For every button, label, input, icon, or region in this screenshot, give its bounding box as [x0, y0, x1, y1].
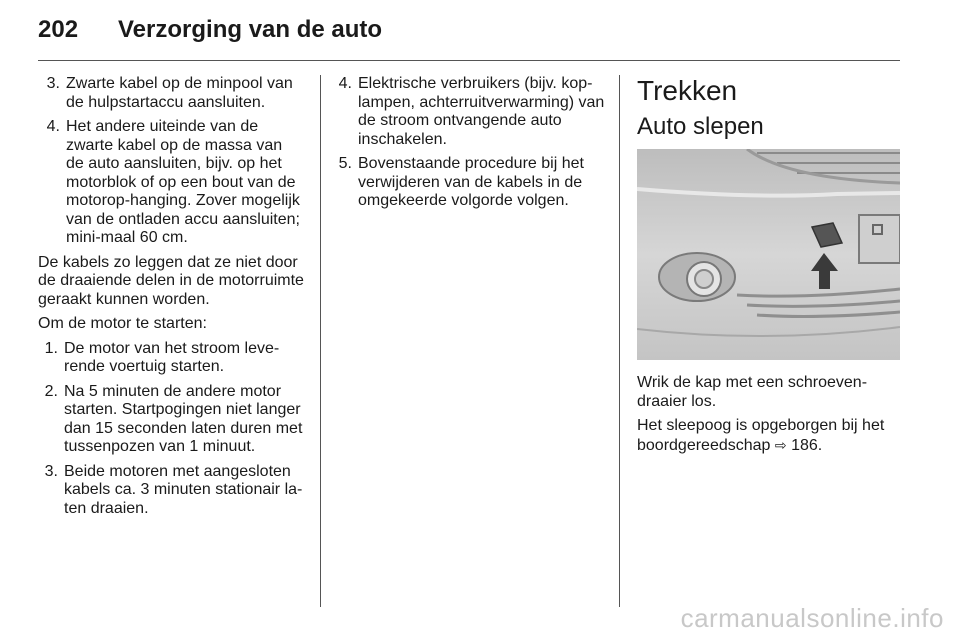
paragraph-pry-cover: Wrik de kap met een schroeven-draaier los. [637, 374, 868, 410]
paragraph-cable-routing: De kabels zo leggen dat ze niet door de draaiende delen in de motorruimte geraakt kunnen worden. [38, 253, 304, 308]
page-reference-arrow-icon: ⇨ [774, 436, 787, 453]
list-number: 2. [44, 382, 58, 400]
column-1 [38, 75, 304, 524]
list-text: De motor van het stroom leve-rende voertuig starten. [64, 339, 280, 375]
list-text: Na 5 minuten de andere motor starten. Startpogingen niet langer dan 15 seconden laten duren met tussenpozen van 1 minuut. [64, 382, 303, 455]
header-divider [38, 60, 900, 61]
steps-list-start [38, 340, 304, 519]
list-text: Bovenstaande procedure bij het verwijderen van de kabels in de omgekeerde volgorde volgen. [358, 155, 584, 209]
column-3 [637, 75, 900, 461]
steps-list-connect [38, 75, 304, 248]
list-number: 1. [44, 339, 58, 357]
page-reference[interactable]: 186. [791, 436, 823, 454]
list-text: Het andere uiteinde van de zwarte kabel op de massa van de auto aansluiten, bijv. op het motorblok of op een bout van de motorop-hanging. Zover mogelijk van de ontladen accu aansluiten; mini-maal 60 cm. [66, 118, 300, 246]
list-item [38, 383, 304, 457]
paragraph-start-intro: Om de motor te starten: [38, 315, 207, 332]
list-text: Beide motoren met aangesloten kabels ca. 3 minuten stationair la-ten draaien. [64, 462, 303, 517]
list-number: 4. [46, 118, 60, 135]
list-item [38, 340, 304, 377]
list-item [38, 463, 304, 519]
list-number: 3. [46, 75, 60, 92]
paragraph-text: Het sleepoog is opgeborgen bij het boordgereedschap [637, 417, 885, 454]
column-2 [330, 75, 605, 217]
column-divider-1 [320, 75, 321, 607]
fog-lamp [659, 253, 735, 301]
paragraph-tow-eye-location [637, 417, 900, 455]
list-number: 4. [338, 75, 352, 92]
list-number: 3. [44, 462, 58, 480]
list-item [38, 75, 304, 112]
list-number: 5. [338, 155, 352, 172]
subsection-heading: Auto slepen [637, 113, 764, 140]
list-item [38, 118, 304, 248]
chapter-title: Verzorging van de auto [118, 16, 383, 43]
column-divider-2 [619, 75, 620, 607]
list-text: Zwarte kabel op de minpool van de hulpstartaccu aansluiten. [66, 75, 293, 111]
page-number: 202 [38, 16, 79, 43]
tow-cover-illustration [637, 149, 900, 360]
list-item [330, 75, 605, 149]
list-text: Elektrische verbruikers (bijv. kop-lampen, achterruitverwarming) van de stroom ontvangende auto inschakelen. [358, 75, 605, 148]
section-heading: Trekken [637, 75, 738, 106]
steps-list-continue [330, 75, 605, 211]
list-item [330, 155, 605, 211]
plate-holder [859, 215, 900, 263]
watermark: carmanualsonline.info [680, 603, 944, 633]
